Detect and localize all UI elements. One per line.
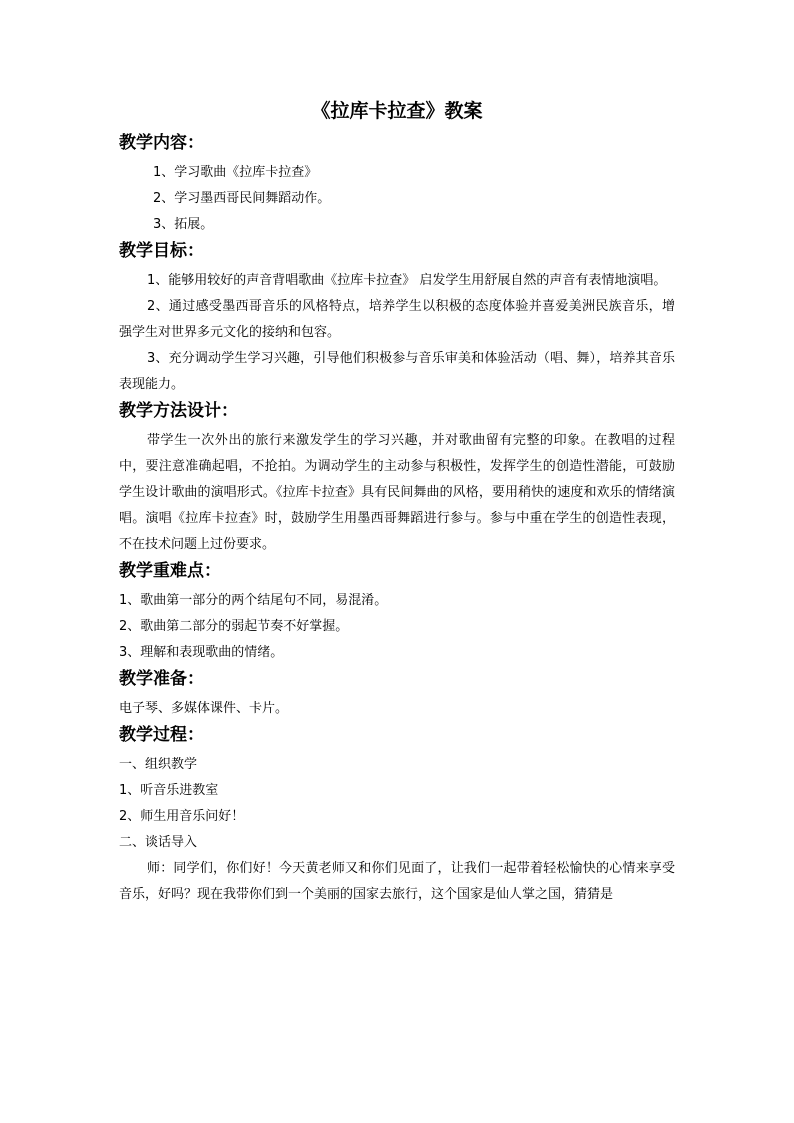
section-heading-difficulties: 教学重难点：: [119, 561, 221, 581]
document-title: 《拉库卡拉查》教案: [311, 100, 483, 122]
process-line-2: 1、听音乐进教室: [119, 783, 219, 798]
process-line-3: 2、师生用音乐问好！: [119, 809, 245, 824]
process-line-4: 二、谈话导入: [119, 835, 198, 850]
section-heading-method: 教学方法设计：: [119, 401, 238, 421]
goal-item-3: 3、充分调动学生学习兴趣，引导他们积极参与音乐审美和体验活动（唱、舞），培养其音乐表现能力。: [119, 351, 675, 392]
difficulty-item-2: 2、歌曲第二部分的弱起节奏不好掌握。: [119, 619, 349, 634]
section-heading-content: 教学内容：: [119, 133, 204, 153]
content-item-3: 3、拓展。: [153, 217, 214, 232]
content-item-2: 2、学习墨西哥民间舞蹈动作。: [153, 191, 331, 206]
content-item-1: 1、学习歌曲《拉库卡拉查》: [153, 165, 318, 180]
section-heading-goals: 教学目标：: [119, 241, 204, 261]
section-heading-process: 教学过程：: [119, 725, 204, 745]
section-heading-preparation: 教学准备：: [119, 669, 204, 689]
process-dialogue: 师：同学们，你们好！今天黄老师又和你们见面了，让我们一起带着轻松愉快的心情来享受音乐，好吗？现在我带你们到一个美丽的国家去旅行，这个国家是仙人掌之国，猜猜是: [119, 861, 675, 902]
preparation-text: 电子琴、多媒体课件、卡片。: [119, 701, 289, 716]
method-paragraph: 带学生一次外出的旅行来激发学生的学习兴趣，并对歌曲留有完整的印象。在教唱的过程中，要注意准确起唱，不抢拍。为调动学生的主动参与积极性，发挥学生的创造性潜能，可鼓励学生设计歌曲的演唱形式。《拉库卡拉查》具有民间舞曲的风格，要用稍快的速度和欢乐的情绪演唱。演唱《拉库卡拉查》时，鼓励学生用墨西哥舞蹈进行参与。参与中重在学生的创造性表现，不在技术问题上过份要求。: [119, 433, 675, 552]
goal-item-1: 1、能够用较好的声音背唱歌曲《拉库卡拉查》 启发学生用舒展自然的声音有表情地演唱。: [147, 273, 667, 288]
document-body: [119, 96, 675, 908]
difficulty-item-3: 3、理解和表现歌曲的情绪。: [119, 645, 284, 660]
process-line-1: 一、组织教学: [119, 757, 198, 772]
difficulty-item-1: 1、歌曲第一部分的两个结尾句不同，易混淆。: [119, 593, 388, 608]
goal-item-2: 2、通过感受墨西哥音乐的风格特点，培养学生以积极的态度体验并喜爱美洲民族音乐，增强学生对世界多元文化的接纳和包容。: [119, 299, 675, 340]
